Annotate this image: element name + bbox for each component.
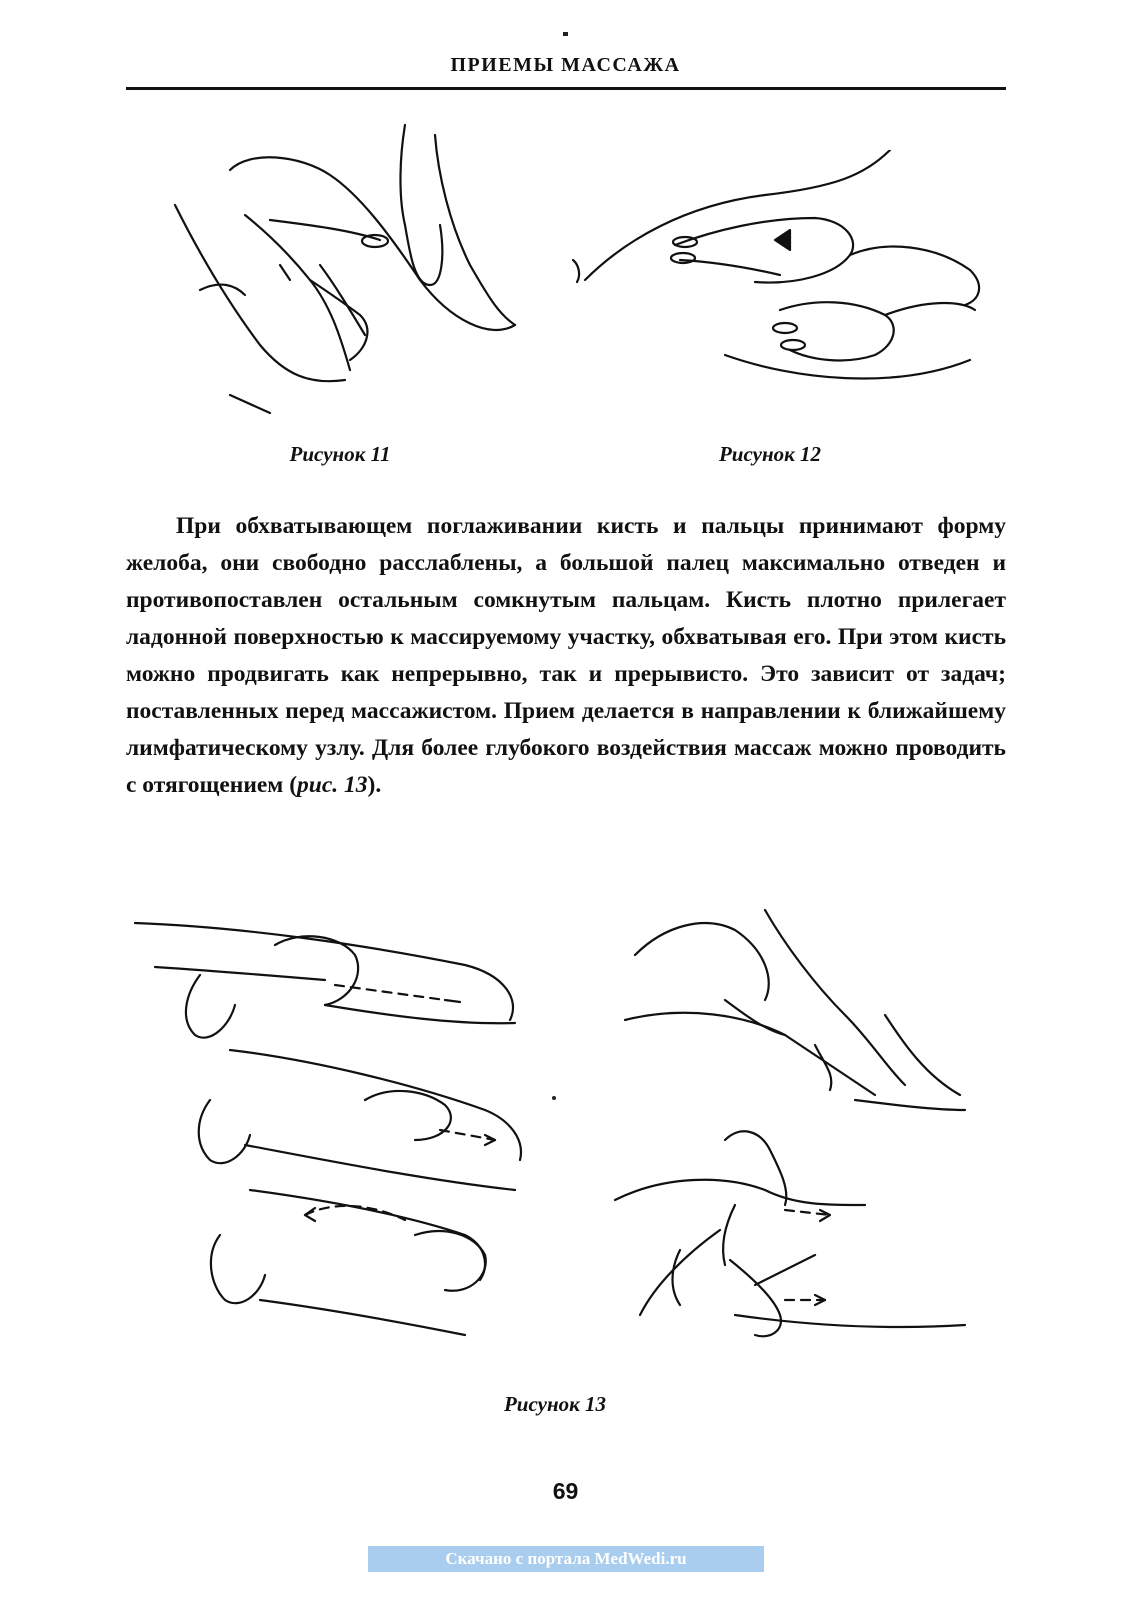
body-paragraph-text: При обхватывающем поглаживании кисть и пальцы принимают форму желоба, они свободно расслаблены, а большой палец максимально отведен и противопоставлен остальным сомкнутым пальцам. Кисть плотно прилегает ладонной поверхностью к массируемому участку, обхватывая его. При этом кисть можно продвигать как непрерывно, так и прерывисто. Это зависит от задач; поставленных перед массажистом. Прием делается в направлении к ближайшему лимфатическому узлу. Для более глубокого воздействия массаж можно проводить с отягощением ( [126,513,1006,798]
page-top-mark [563,32,568,36]
figure-13-caption: Рисунок 13 [503,1392,607,1416]
figure-11-caption: Рисунок 11 [289,442,391,466]
page-number: 69 [552,1478,579,1504]
header-divider [126,87,1006,90]
figure-12-illustration [565,150,985,405]
source-watermark: Скачано с портала MedWedi.ru [368,1546,764,1572]
figure-13-reference: рис. 13 [297,772,368,798]
body-paragraph-end: ). [367,772,382,798]
figure-13-illustration [125,905,985,1350]
figure-12-caption: Рисунок 12 [718,442,822,466]
running-header: ПРИЕМЫ МАССАЖА [450,54,681,76]
stray-print-dot [552,1096,556,1100]
figure-11-illustration [160,115,530,420]
body-paragraph [126,508,1006,804]
